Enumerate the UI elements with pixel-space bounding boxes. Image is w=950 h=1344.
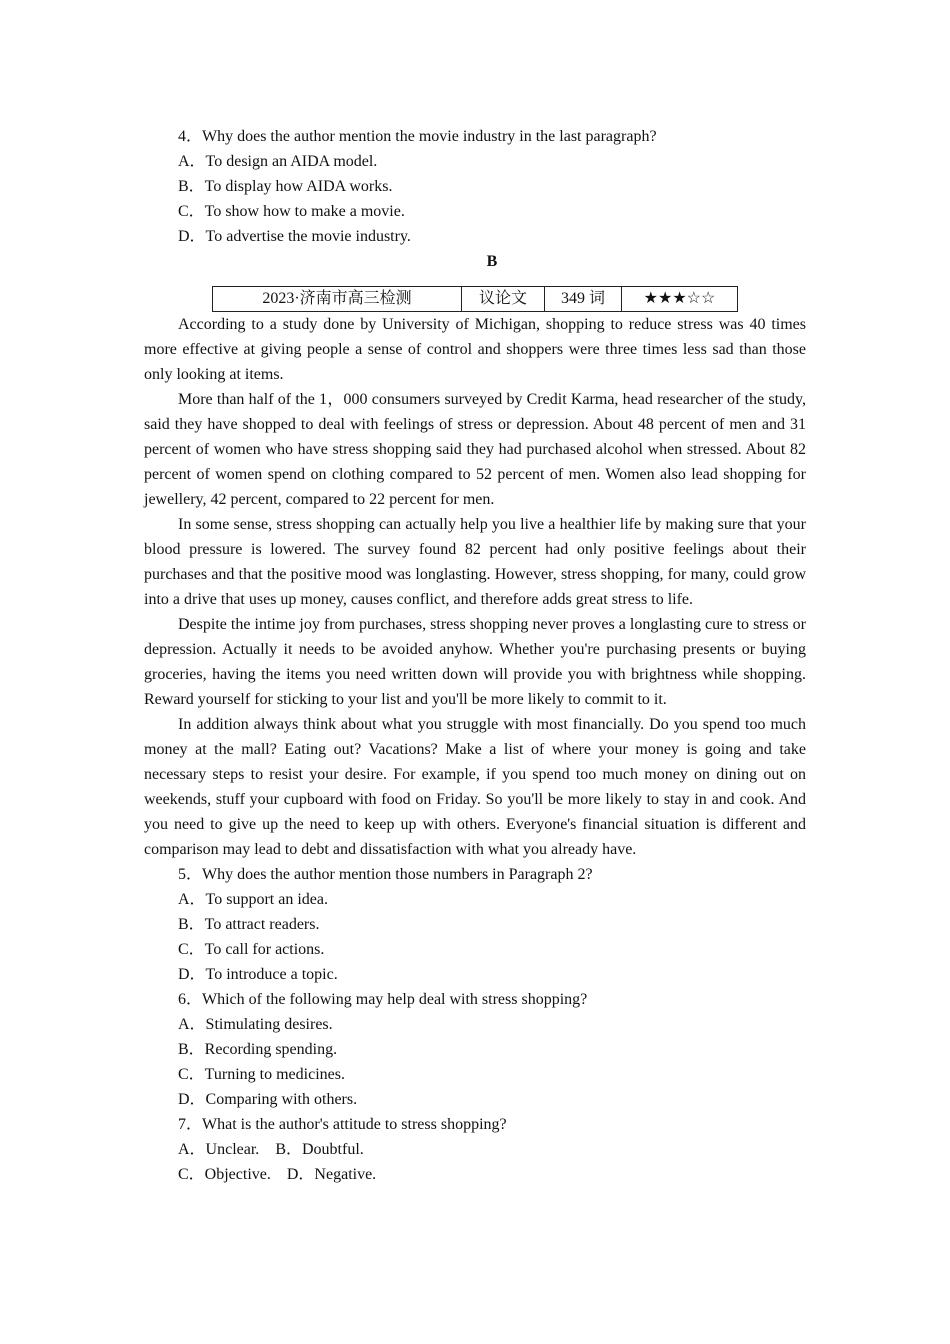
- question-7: 7．What is the author's attitude to stress shopping?: [178, 1116, 507, 1133]
- q6-option-b: B．Recording spending.: [178, 1041, 338, 1058]
- q4-option-d: D．To advertise the movie industry.: [178, 228, 411, 245]
- passage-info-table: [212, 286, 738, 312]
- info-genre: 议论文: [462, 287, 545, 312]
- document-page: [144, 124, 806, 1187]
- section-title: B: [486, 253, 498, 270]
- q7-options-row-2: [144, 1162, 806, 1187]
- info-source: 2023·济南市高三检测: [213, 287, 462, 312]
- q4-option-a: A．To design an AIDA model.: [178, 153, 378, 170]
- passage-paragraph-3: In some sense, stress shopping can actually help you live a healthier life by making sure that your blood pressure is lowered. The survey found 82 percent had only positive feelings about their purchases and that the positive mood was longlasting. However, stress shopping, for many, could grow into a drive that uses up money, causes conflict, and therefore adds great stress to life.: [144, 516, 806, 608]
- q6-option-a: A．Stimulating desires.: [178, 1016, 333, 1033]
- q4-option-c: C．To show how to make a movie.: [178, 203, 405, 220]
- passage-paragraph-1: According to a study done by University of Michigan, shopping to reduce stress was 40 times more effective at giving people a sense of control and shoppers were three times less sad than those only looking at items.: [144, 316, 806, 383]
- info-difficulty-stars: ★★★☆☆: [622, 287, 738, 312]
- q7-option-b: B．Doubtful.: [275, 1141, 364, 1158]
- question-6: 6．Which of the following may help deal with stress shopping?: [178, 991, 588, 1008]
- question-5: 5．Why does the author mention those numbers in Paragraph 2?: [178, 866, 593, 883]
- question-4: 4．Why does the author mention the movie industry in the last paragraph?: [178, 128, 657, 145]
- q5-option-b: B．To attract readers.: [178, 916, 320, 933]
- q4-option-b: B．To display how AIDA works.: [178, 178, 393, 195]
- passage-paragraph-5: In addition always think about what you struggle with most financially. Do you spend too much money at the mall? Eating out? Vacations? Make a list of where your money is going and take necessary steps to resist your desire. For example, if you spend too much money on dining out on weekends, stuff your cupboard with food on Friday. So you'll be more likely to stay in and cook. And you need to give up the need to keep up with others. Everyone's financial situation is different and comparison may lead to debt and dissatisfaction with what you already have.: [144, 716, 806, 858]
- q5-option-d: D．To introduce a topic.: [178, 966, 338, 983]
- q5-option-c: C．To call for actions.: [178, 941, 325, 958]
- q7-option-c: C．Objective.: [178, 1166, 271, 1183]
- q6-option-c: C．Turning to medicines.: [178, 1066, 345, 1083]
- passage-paragraph-4: Despite the intime joy from purchases, stress shopping never proves a longlasting cure to stress or depression. Actually it needs to be avoided anyhow. Whether you're purchasing presents or buying groceries, having the items you need written down will provide you with brightness while shopping. Reward yourself for sticking to your list and you'll be more likely to commit to it.: [144, 616, 806, 708]
- q7-option-d: D．Negative.: [286, 1166, 377, 1183]
- q6-option-d: D．Comparing with others.: [178, 1091, 358, 1108]
- passage-paragraph-2: More than half of the 1，000 consumers surveyed by Credit Karma, head researcher of the study, said they have shopped to deal with feelings of stress or depression. About 48 percent of men and 31 percent of women who have stress shopping said they had purchased alcohol when stressed. About 82 percent of women spend on clothing compared to 52 percent of men. Women also lead shopping for jewellery, 42 percent, compared to 22 percent for men.: [144, 391, 806, 508]
- q7-options-row-1: [144, 1137, 806, 1162]
- q7-option-a: A．Unclear.: [178, 1141, 260, 1158]
- info-word-count: 349 词: [545, 287, 622, 312]
- q5-option-a: A．To support an idea.: [178, 891, 328, 908]
